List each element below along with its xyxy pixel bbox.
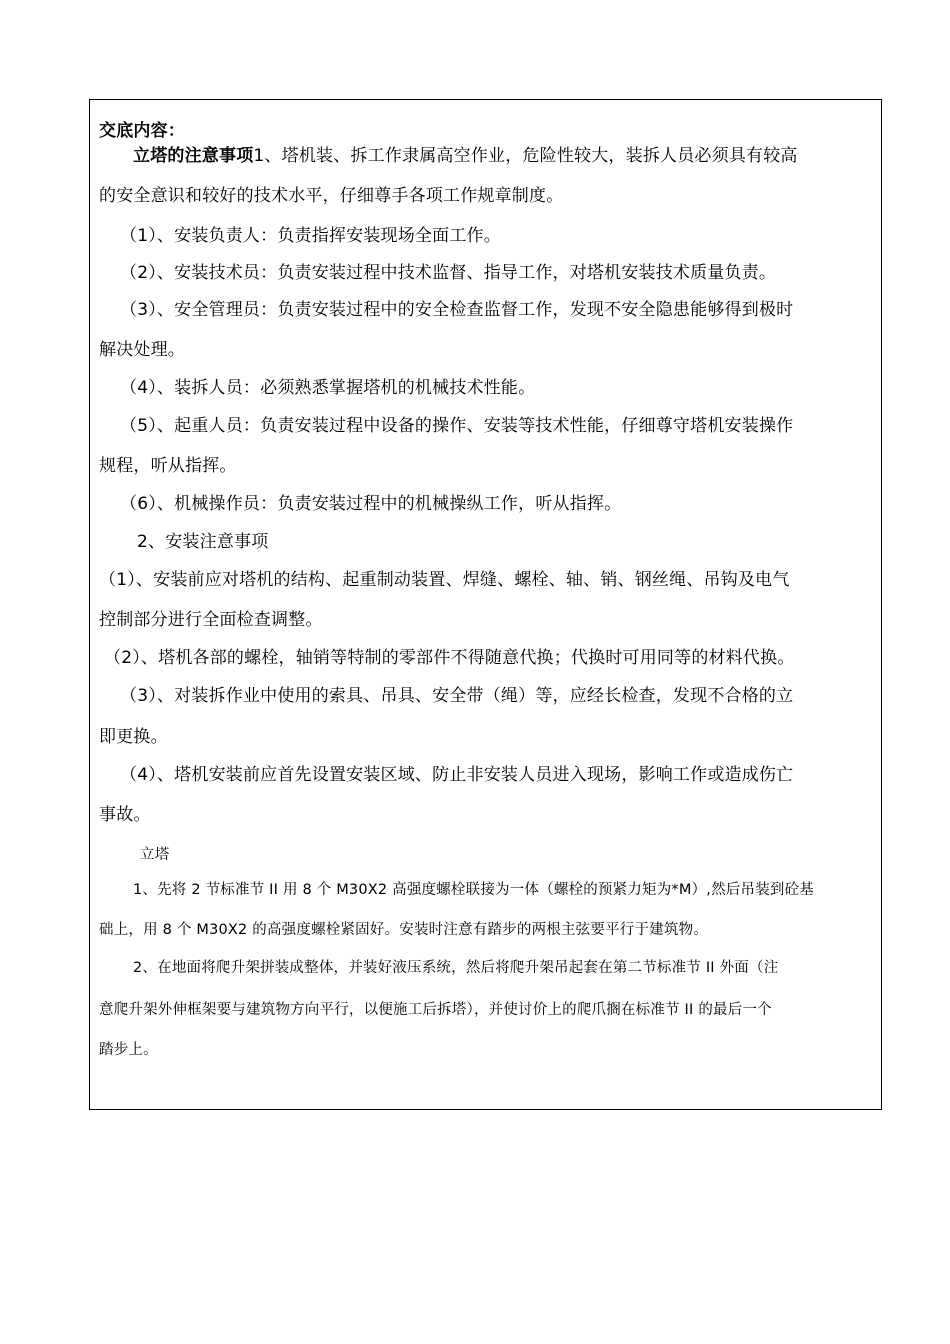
- section1-item: （6）、机械操作员：负责安装过程中的机械操纵工作，听从指挥。: [120, 494, 622, 514]
- heading: 交底内容：: [99, 121, 185, 141]
- section1-intro-text: 1、塔机装、拆工作隶属高空作业，危险性较大，装拆人员必须具有较高: [253, 146, 798, 166]
- section3-title: 立塔: [140, 847, 170, 863]
- section2-item: （1）、安装前应对塔机的结构、起重制动装置、焊缝、螺栓、轴、销、钢丝绳、吊钩及电气: [99, 570, 790, 590]
- section2-item: （4）、塔机安装前应首先设置安装区域、防止非安装人员进入现场，影响工作或造成伤亡: [120, 765, 794, 785]
- section3-item: 础上，用 8 个 M30X2 的高强度螺栓紧固好。安装时注意有踏步的两根主弦要平行于建筑物。: [99, 922, 708, 938]
- section1-item: （3）、安全管理员：负责安装过程中的安全检查监督工作，发现不安全隐患能够得到极时: [120, 300, 794, 320]
- section3-item: 踏步上。: [99, 1042, 158, 1058]
- section2-item: 事故。: [99, 805, 151, 825]
- section2-item: （2）、塔机各部的螺栓，轴销等特制的零部件不得随意代换；代换时可用同等的材料代换。: [104, 648, 795, 668]
- section1-item: 解决处理。: [99, 340, 185, 360]
- section2-item: （3）、对装拆作业中使用的索具、吊具、安全带（绳）等，应经长检查，发现不合格的立: [120, 686, 794, 706]
- section1-title: 立塔的注意事项: [133, 146, 254, 166]
- section3-item: 意爬升架外伸框架要与建筑物方向平行，以便施工后拆塔），并使讨价上的爬爪搁在标准节 II 的最后一个: [99, 1002, 772, 1018]
- section1-item: （2）、安装技术员：负责安装过程中技术监督、指导工作，对塔机安装技术质量负责。: [120, 263, 777, 283]
- section3-item: 2、在地面将爬升架拼装成整体，并装好液压系统，然后将爬升架吊起套在第二节标准节 II 外面（注: [133, 960, 779, 976]
- section3-item: 1、先将 2 节标准节 II 用 8 个 M30X2 高强度螺栓联接为一体（螺栓的预紧力矩为*M）,然后吊装到砼基: [133, 882, 814, 898]
- section1-item: （5）、起重人员：负责安装过程中设备的操作、安装等技术性能，仔细尊守塔机安装操作: [120, 416, 794, 436]
- section1-item: 规程，听从指挥。: [99, 456, 237, 476]
- section2-item: 控制部分进行全面检查调整。: [99, 610, 323, 630]
- section1-intro-line2: 的安全意识和较好的技术水平，仔细尊手各项工作规章制度。: [99, 186, 564, 206]
- section1-intro-line1: [133, 146, 874, 166]
- section2-item: 即更换。: [99, 727, 168, 747]
- section2-title: 2、安装注意事项: [137, 532, 269, 552]
- section1-item: （1）、安装负责人：负责指挥安装现场全面工作。: [120, 226, 501, 246]
- section1-item: （4）、装拆人员：必须熟悉掌握塔机的机械技术性能。: [120, 378, 536, 398]
